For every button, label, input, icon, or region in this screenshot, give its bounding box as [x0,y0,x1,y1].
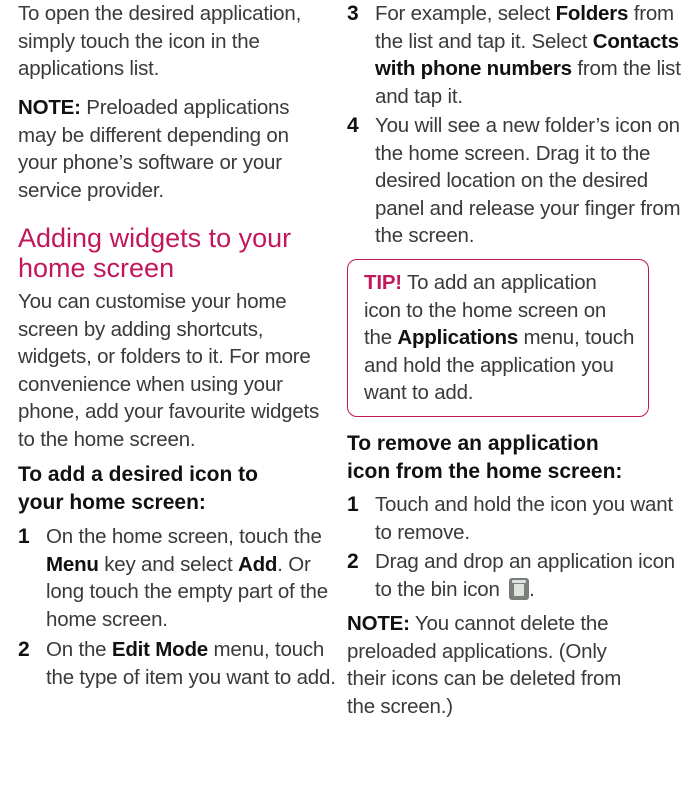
add-step-1 [18,523,346,633]
note-label: NOTE: [347,612,410,635]
tip-box [347,259,649,417]
step-number: 4 [347,114,359,137]
section-heading: Adding widgets to your home screen [18,223,292,283]
section-body: You can customise your home screen by adding shortcuts, widgets, or folders to it. For more convenience when using your phone, add your favourite widgets to the home screen. [18,290,320,451]
step-text: Touch and hold the icon you want to remove. [375,493,673,544]
remove-step-2 [347,548,685,603]
step-text: On the home screen, touch the Menu key and select Add. Or long touch the empty part of the home screen. [46,525,328,631]
remove-icon-subheading: To remove an application icon from the home screen: [347,432,623,483]
add-step-2 [18,636,346,691]
tip-label: TIP! [364,271,402,294]
bin-icon [509,578,529,600]
intro-paragraph: To open the desired application, simply touch the icon in the applications list. [18,2,302,80]
remove-step-1 [347,491,685,546]
add-step-4 [347,112,685,250]
step-number: 2 [18,638,30,661]
add-step-3 [347,0,685,110]
note-label: NOTE: [18,96,81,119]
step-number: 1 [347,493,359,516]
step-number: 1 [18,525,30,548]
step-text: On the Edit Mode menu, touch the type of item you want to add. [46,638,336,689]
add-icon-subheading: To add a desired icon to your home screen: [18,463,258,514]
step-number: 3 [347,2,359,25]
step-text: Drag and drop an application icon to the bin icon . [375,550,675,601]
note-preloaded: NOTE: Preloaded applications may be different depending on your phone’s software or your service provider. [18,96,290,202]
tip-text: TIP! To add an application icon to the home screen on the Applications menu, touch and hold the application you want to add. [364,271,635,404]
step-text: You will see a new folder’s icon on the home screen. Drag it to the desired location on the desired panel and release your finger from the screen. [375,114,681,247]
step-number: 2 [347,550,359,573]
step-text: For example, select Folders from the list and tap it. Select Contacts with phone numbers from the list and tap it. [375,2,681,108]
note-cannot-delete: NOTE: You cannot delete the preloaded applications. (Only their icons can be deleted from the screen.) [347,612,622,718]
